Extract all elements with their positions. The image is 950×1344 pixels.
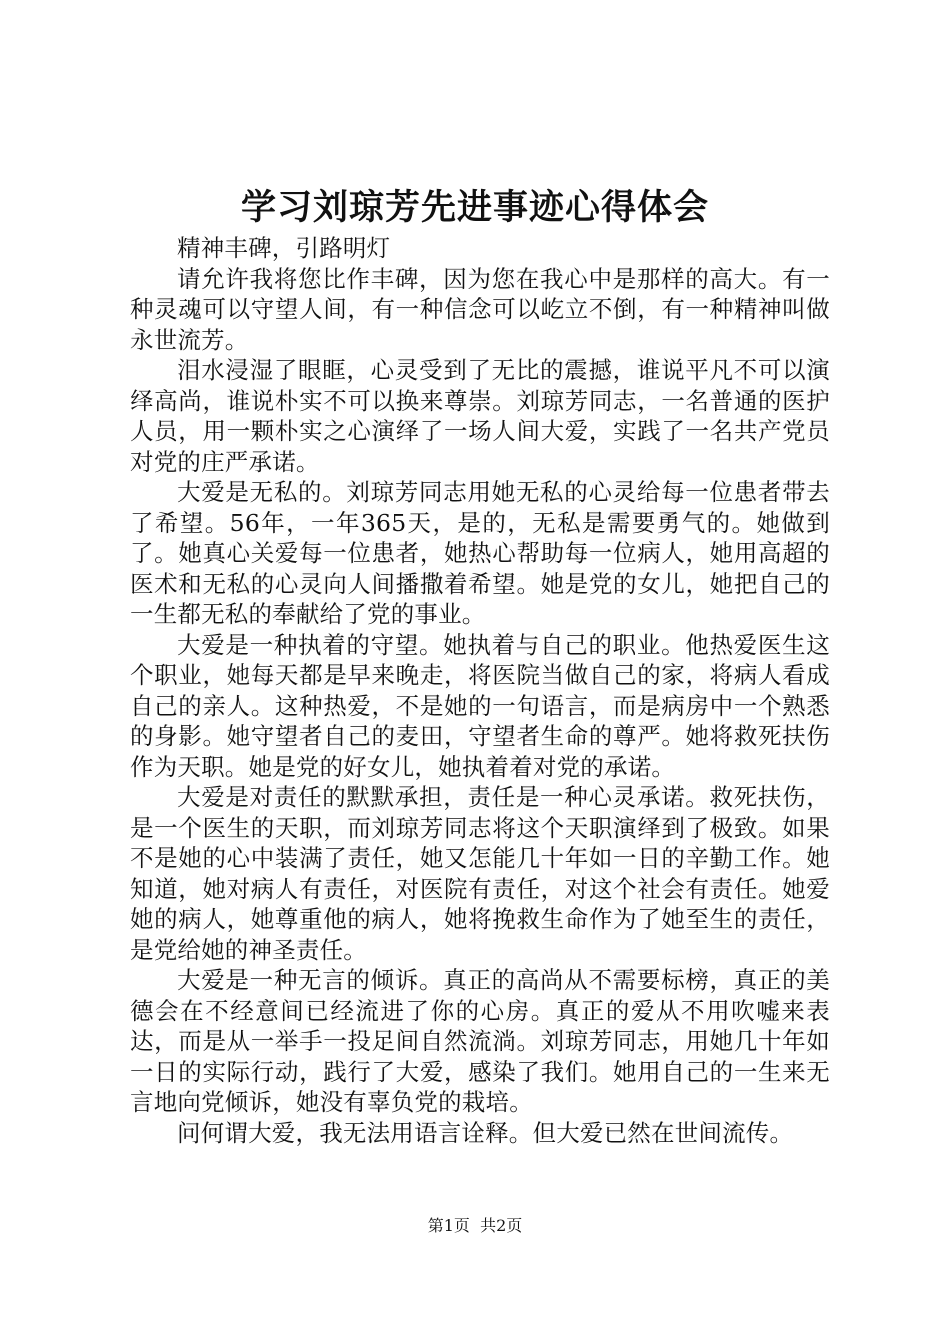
page-footer [0,1215,950,1237]
paragraph: 大爱是对责任的默默承担，责任是一种心灵承诺。救死扶伤，是一个医生的天职，而刘琼芳同志将这个天职演绎到了极致。如果不是她的心中装满了责任，她又怎能几十年如一日的辛勤工作。她知道，她对病人有责任，对医院有责任，对这个社会有责任。她爱她的病人，她尊重他的病人，她将挽救生命作为了她至生的责任，是党给她的神圣责任。 [130,783,830,964]
document-title: 学习刘琼芳先进事迹心得体会 [240,187,709,228]
paragraph: 大爱是一种无言的倾诉。真正的高尚从不需要标榜，真正的美德会在不经意间已经流进了你的心房。真正的爱从不用吹嘘来表达，而是从一举手一投足间自然流淌。刘琼芳同志，用她几十年如一日的实际行动，践行了大爱，感染了我们。她用自己的一生来无言地向党倾诉，她没有辜负党的栽培。 [130,966,830,1116]
page-number: 第1页 [427,1216,470,1235]
paragraph: 大爱是一种执着的守望。她执着与自己的职业。他热爱医生这个职业，她每天都是早来晚走，将医院当做自己的家，将病人看成自己的亲人。这种热爱，不是她的一句语言，而是病房中一个熟悉的身影。她守望者自己的麦田，守望者生命的尊严。她将救死扶伤作为天职。她是党的好女儿，她执着着对党的承诺。 [130,630,830,781]
paragraph: 泪水浸湿了眼眶，心灵受到了无比的震撼，谁说平凡不可以演绎高尚，谁说朴实不可以换来尊崇。刘琼芳同志，一名普通的医护人员，用一颗朴实之心演绎了一场人间大爱，实践了一名共产党员对党的庄严承诺。 [130,356,830,476]
page-total: 共2页 [480,1216,523,1235]
paragraph: 大爱是无私的。刘琼芳同志用她无私的心灵给每一位患者带去了希望。56年，一年365天，是的，无私是需要勇气的。她做到了。她真心关爱每一位患者，她热心帮助每一位病人，她用高超的医术和无私的心灵向人间播撒着希望。她是党的女儿，她把自己的一生都无私的奉献给了党的事业。 [130,478,830,628]
paragraph: 请允许我将您比作丰碑，因为您在我心中是那样的高大。有一种灵魂可以守望人间，有一种信念可以屹立不倒，有一种精神叫做永世流芳。 [130,264,830,354]
document-body [130,233,830,1148]
paragraph: 问何谓大爱，我无法用语言诠释。但大爱已然在世间流传。 [177,1118,794,1147]
paragraph-subtitle: 精神丰碑，引路明灯 [177,234,391,262]
